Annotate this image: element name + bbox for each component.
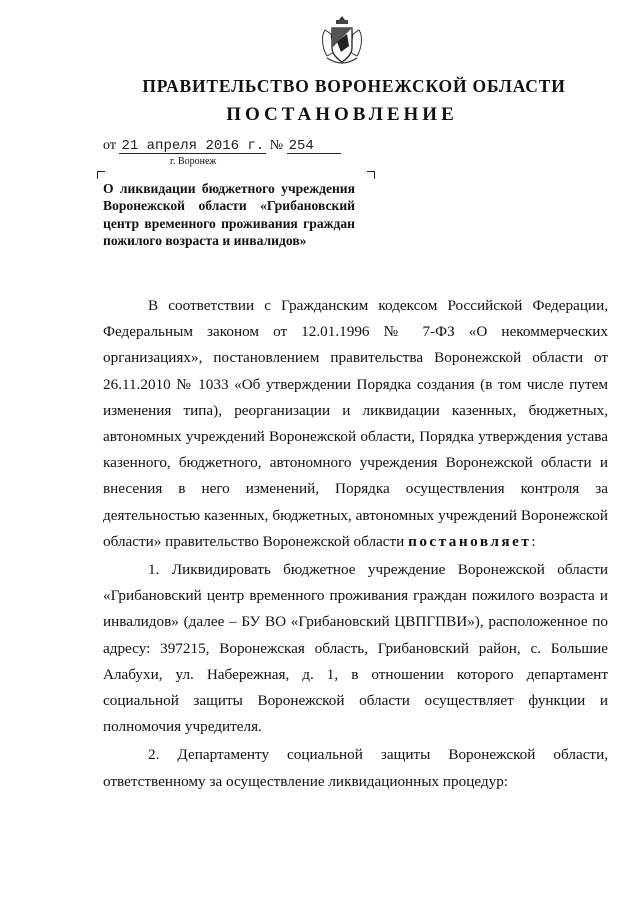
document-number: 254 [287,139,341,154]
date-prefix: от [103,138,116,153]
preamble-paragraph [103,293,608,555]
item-2: 2. Департаменту социальной защиты Воронежской области, ответственному за осуществление ликвидационных процедур: [103,746,608,790]
resolves-word: постановляет [408,532,532,550]
document-body [103,293,608,797]
document-type: ПОСТАНОВЛЕНИЕ [226,104,458,125]
document-subject: О ликвидации бюджетного учреждения Воронежской области «Грибановский центр временного проживания граждан пожилого возраста и инвалидов» [103,181,355,248]
subject-bracket-left [97,171,105,179]
number-label: № [269,138,284,153]
preamble-text: В соответствии с Гражданским кодексом Российской Федерации, Федеральным законом от 12.01.1996 № 7-ФЗ «О некоммерческих организациях», постановлением правительства Воронежской области от 26.11.2010 № 1033 «Об утверждении Порядка создания (в том числе путем изменения типа), реорганизации и ликвидации казенных, бюджетных, автономных учреждений Воронежской области, Порядка утверждения устава казенного, бюджетного, автономного учреждения Воронежской области и внесения в него изменений, Порядка осуществления контроля за деятельностью казенных, бюджетных, автономных учреждений Воронежской области» правительство Воронежской области [103,297,608,550]
item-1: 1. Ликвидировать бюджетное учреждение Воронежской области «Грибановский центр временного проживания граждан пожилого возраста и инвалидов» (далее – БУ ВО «Грибановский ЦВПГПВИ»), расположенное по адресу: 397215, Воронежская область, Грибановский район, с. Большие Алабухи, ул. Набережная, д. 1, в отношении которого департамент социальной защиты Воронежской области осуществляет функции и полномочия учредителя. [103,561,608,736]
document-date: 21 апреля 2016 г. [121,138,265,154]
coat-of-arms-icon [319,14,365,70]
date-number-line [103,138,341,154]
organization-title: ПРАВИТЕЛЬСТВО ВОРОНЕЖСКОЙ ОБЛАСТИ [142,76,566,96]
city-label: г. Воронеж [170,156,217,167]
resolves-colon: : [531,532,536,550]
subject-bracket-right [367,171,375,179]
